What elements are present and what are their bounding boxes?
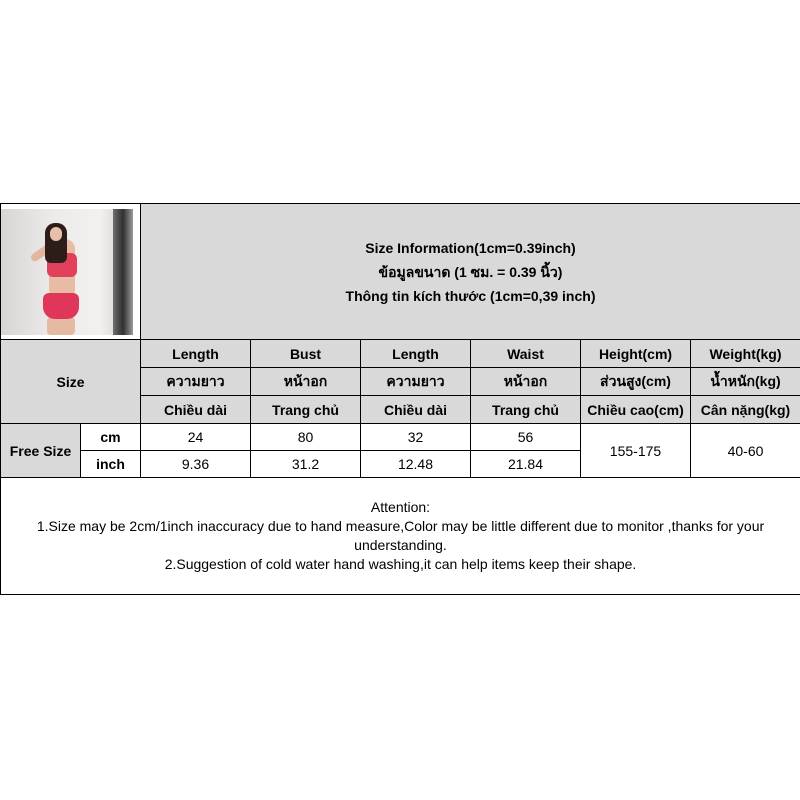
- size-table: [0, 203, 800, 595]
- col-header-vi: Chiều cao(cm): [581, 396, 691, 424]
- size-chart: [0, 203, 800, 595]
- info-title-en: Size Information(1cm=0.39inch): [365, 239, 576, 256]
- col-header-th: หน้าอก: [471, 368, 581, 396]
- table-cell: 32: [361, 424, 471, 451]
- col-header-en: Length: [361, 340, 471, 368]
- unit-label: cm: [81, 424, 141, 451]
- col-header-vi: Chiều dài: [361, 396, 471, 424]
- info-title-vi: Thông tin kích thước (1cm=0,39 inch): [345, 287, 596, 304]
- weight-range: 40-60: [691, 424, 800, 478]
- attention-title: Attention:: [370, 499, 431, 515]
- product-photo: [1, 204, 141, 340]
- col-header-en: Weight(kg): [691, 340, 800, 368]
- model-photo: [1, 209, 133, 335]
- height-range: 155-175: [581, 424, 691, 478]
- attention-notes: [1, 478, 800, 595]
- col-header-en: Bust: [251, 340, 361, 368]
- table-cell: 21.84: [471, 451, 581, 478]
- table-cell: 9.36: [141, 451, 251, 478]
- table-cell: 80: [251, 424, 361, 451]
- info-title-th: ข้อมูลขนาด (1 ซม. = 0.39 นิ้ว): [378, 263, 563, 280]
- table-cell: 24: [141, 424, 251, 451]
- attention-note-1: 1.Size may be 2cm/1inch inaccuracy due to hand measure,Color may be little different due to monitor ,thanks for your understanding.: [36, 518, 765, 553]
- col-header-en: Waist: [471, 340, 581, 368]
- table-cell: 31.2: [251, 451, 361, 478]
- col-header-vi: Trang chủ: [471, 396, 581, 424]
- col-header-th: ความยาว: [361, 368, 471, 396]
- col-header-vi: Cân nặng(kg): [691, 396, 800, 424]
- unit-label: inch: [81, 451, 141, 478]
- col-header-th: น้ำหนัก(kg): [691, 368, 800, 396]
- col-header-en: Length: [141, 340, 251, 368]
- table-cell: 56: [471, 424, 581, 451]
- col-header-vi: Trang chủ: [251, 396, 361, 424]
- col-header-vi: Chiều dài: [141, 396, 251, 424]
- col-header-th: หน้าอก: [251, 368, 361, 396]
- size-information-header: [141, 204, 800, 340]
- size-label: Size: [1, 340, 141, 424]
- table-cell: 12.48: [361, 451, 471, 478]
- col-header-th: ส่วนสูง(cm): [581, 368, 691, 396]
- attention-note-2: 2.Suggestion of cold water hand washing,it can help items keep their shape.: [164, 556, 637, 572]
- col-header-th: ความยาว: [141, 368, 251, 396]
- col-header-en: Height(cm): [581, 340, 691, 368]
- free-size-label: Free Size: [1, 424, 81, 478]
